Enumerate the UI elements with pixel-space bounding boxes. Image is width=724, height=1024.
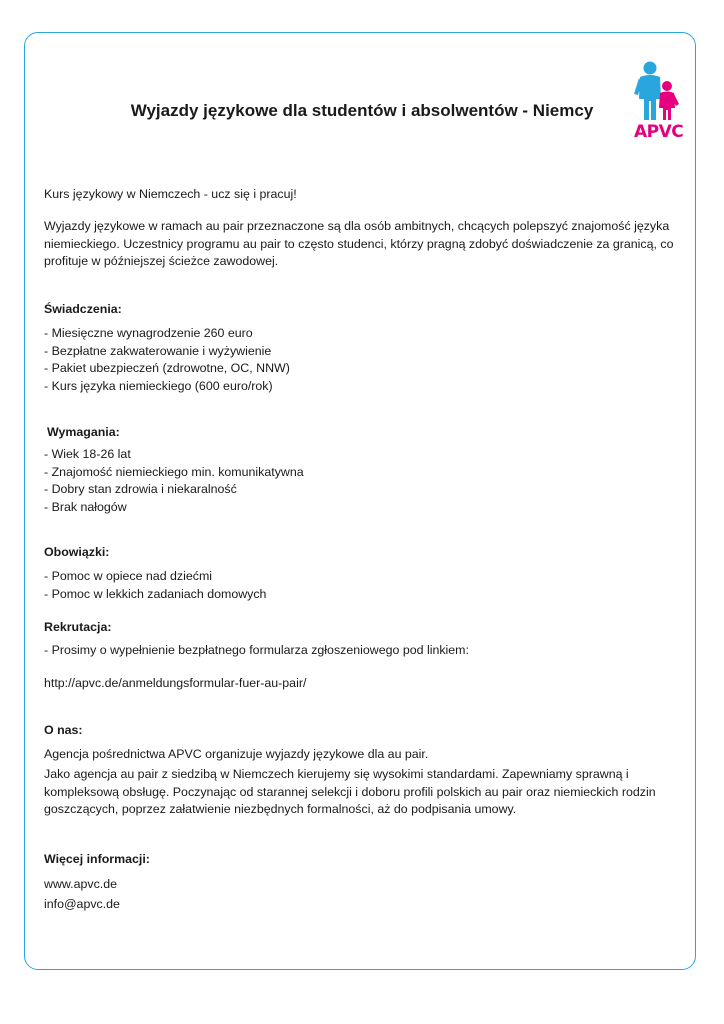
requirements-list xyxy=(44,446,684,516)
about-text-2: Jako agencja au pair z siedzibą w Niemczech kierujemy się wysokimi standardami. Zapewniamy sprawną i kompleksową obsługę. Poczynając od starannej selekcji i doboru profili polskich au pair oraz niemieckich rodzin goszczących, poprzez załatwienie niezbędnych formalności, aż do podpisania umowy. xyxy=(44,767,656,816)
contact-website-link[interactable]: www.apvc.de xyxy=(44,877,118,891)
recruitment-heading: Rekrutacja: xyxy=(44,620,112,634)
list-item: - Pomoc w lekkich zadaniach domowych xyxy=(44,586,267,601)
duties-list xyxy=(44,568,684,603)
requirements-heading: Wymagania: xyxy=(47,425,120,439)
intro-text: Kurs językowy w Niemczech - ucz się i pracuj! xyxy=(44,187,297,201)
list-item: - Znajomość niemieckiego min. komunikatywna xyxy=(44,464,304,479)
contact-email-link[interactable]: info@apvc.de xyxy=(44,897,120,911)
logo-text: APVC xyxy=(634,122,684,142)
description-text: Wyjazdy językowe w ramach au pair przeznaczone są dla osób ambitnych, chcących polepszyć znajomość języka niemieckiego. Uczestnicy programu au pair to często studenci, którzy pragną zdobyć doświadczenie za granicą, co profituje w późniejszej ścieżce zawodowej. xyxy=(44,219,674,268)
list-item: - Kurs języka niemieckiego (600 euro/rok) xyxy=(44,378,273,393)
list-item: - Pakiet ubezpieczeń (zdrowotne, OC, NNW) xyxy=(44,361,290,375)
duties-heading: Obowiązki: xyxy=(44,545,110,559)
about-heading: O nas: xyxy=(44,723,83,737)
list-item: - Brak nałogów xyxy=(44,499,127,514)
benefits-list xyxy=(44,325,684,395)
contact-heading: Więcej informacji: xyxy=(44,852,150,866)
list-item: - Bezpłatne zakwaterowanie i wyżywienie xyxy=(44,343,272,358)
about-text-1: Agencja pośrednictwa APVC organizuje wyjazdy językowe dla au pair. xyxy=(44,747,429,761)
benefits-heading: Świadczenia: xyxy=(44,302,122,316)
list-item: - Miesięczne wynagrodzenie 260 euro xyxy=(44,326,253,340)
recruitment-link[interactable]: http://apvc.de/anmeldungsformular-fuer-au-pair/ xyxy=(44,676,307,690)
page-title: Wyjazdy językowe dla studentów i absolwentów - Niemcy xyxy=(130,101,594,120)
list-item: - Wiek 18-26 lat xyxy=(44,447,131,461)
list-item: - Dobry stan zdrowia i niekaralność xyxy=(44,482,237,496)
recruitment-text: - Prosimy o wypełnienie bezpłatnego formularza zgłoszeniowego pod linkiem: xyxy=(44,643,469,657)
list-item: - Pomoc w opiece nad dziećmi xyxy=(44,569,213,583)
